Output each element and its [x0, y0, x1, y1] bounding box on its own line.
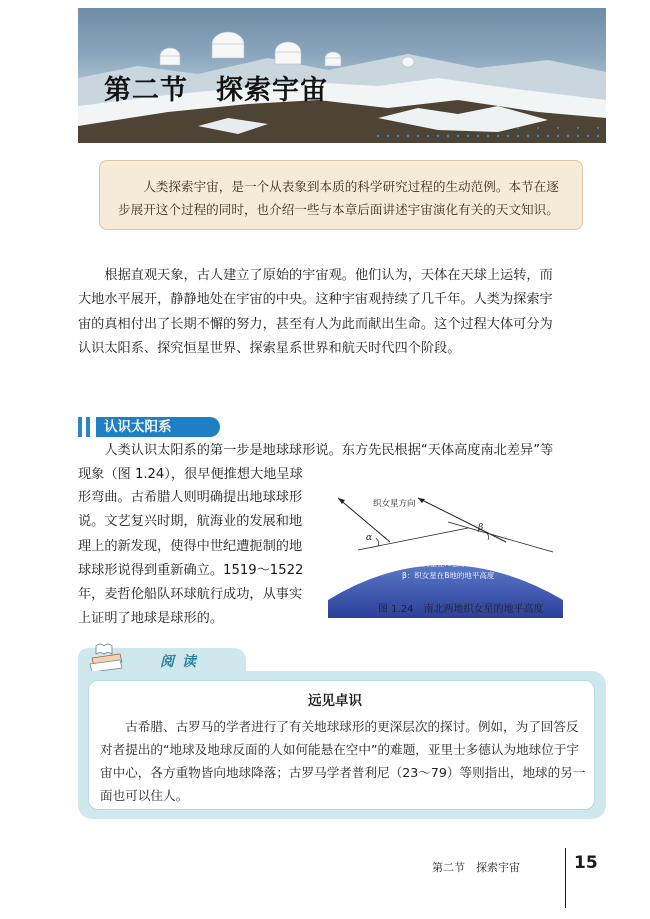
horizon-b — [448, 522, 553, 552]
figure-caption: 图 1.24 南北两地织女星的地平高度 — [378, 604, 544, 615]
alpha-label: α — [366, 533, 373, 543]
section-title: 认识太阳系 — [96, 417, 220, 437]
intro-box: 人类探索宇宙，是一个从表象到本质的科学研究过程的生动范例。本节在逐步展开这个过程的同时，也介绍一些与本章后面讲述宇宙演化有关的天文知识。 — [99, 160, 583, 230]
reading-label: 阅读 — [160, 654, 204, 670]
beta-label: β — [478, 523, 484, 533]
book-stack-icon — [86, 640, 126, 674]
horizon-a — [358, 528, 468, 550]
legend-beta: β：织女星在B地的地平高度 — [402, 571, 495, 580]
body-paragraph-2: 人类认识太阳系的第一步是地球球形说。东方先民根据“天体高度南北差异”等现象（图 1.24），很早便推想大地呈球 — [78, 443, 554, 483]
body-paragraph-1: 根据直观天象，古人建立了原始的宇宙观。他们认为，天体在天球上运转，而大地水平展开，静静地处在宇宙的中央。这种宇宙观持续了几千年。人类为探索宇宙的真相付出了长期不懈的努力，甚至有人为此而献出生命。这个过程大体可分为认识太阳系、探究恒星世界、探索星系世界和航天时代四个阶段。 — [78, 268, 553, 356]
header-banner — [78, 8, 606, 143]
reading-title: 远见卓识 — [308, 693, 362, 709]
body-paragraph-3: 形弯曲。古希腊人则明确提出地球球形说。文艺复兴时期，航海业的发展和地理上的新发现，使得中世纪遭扼制的地球球形说得到重新确立。1519～1522年，麦哲伦船队环球航行成功，从事实上证明了地球是球形的。 — [78, 490, 304, 627]
page-number: 15 — [574, 853, 598, 873]
section-bar — [78, 417, 82, 437]
footer-divider — [565, 848, 566, 908]
page-title: 第二节 探索宇宙 — [104, 75, 328, 106]
figure-vega-altitude — [318, 488, 568, 618]
footer-section: 第二节 探索宇宙 — [432, 861, 520, 874]
reading-text: 古希腊、古罗马的学者进行了有关地球球形的更深层次的探讨。例如，为了回答反对者提出的“地球及地球反面的人如何能悬在空中”的难题，亚里士多德认为地球位于宇宙中心，各方重物皆向地球降落；古罗马学者普利尼（23～79）等则指出，地球的另一面也可以住人。 — [100, 719, 586, 803]
section-bar — [86, 417, 90, 437]
direction-label: 织女星方向 — [373, 499, 416, 509]
point-b-label: B — [504, 545, 511, 555]
legend-alpha: α：织女星在A地的地平高度 — [402, 559, 495, 568]
point-a-label: A — [392, 545, 399, 555]
